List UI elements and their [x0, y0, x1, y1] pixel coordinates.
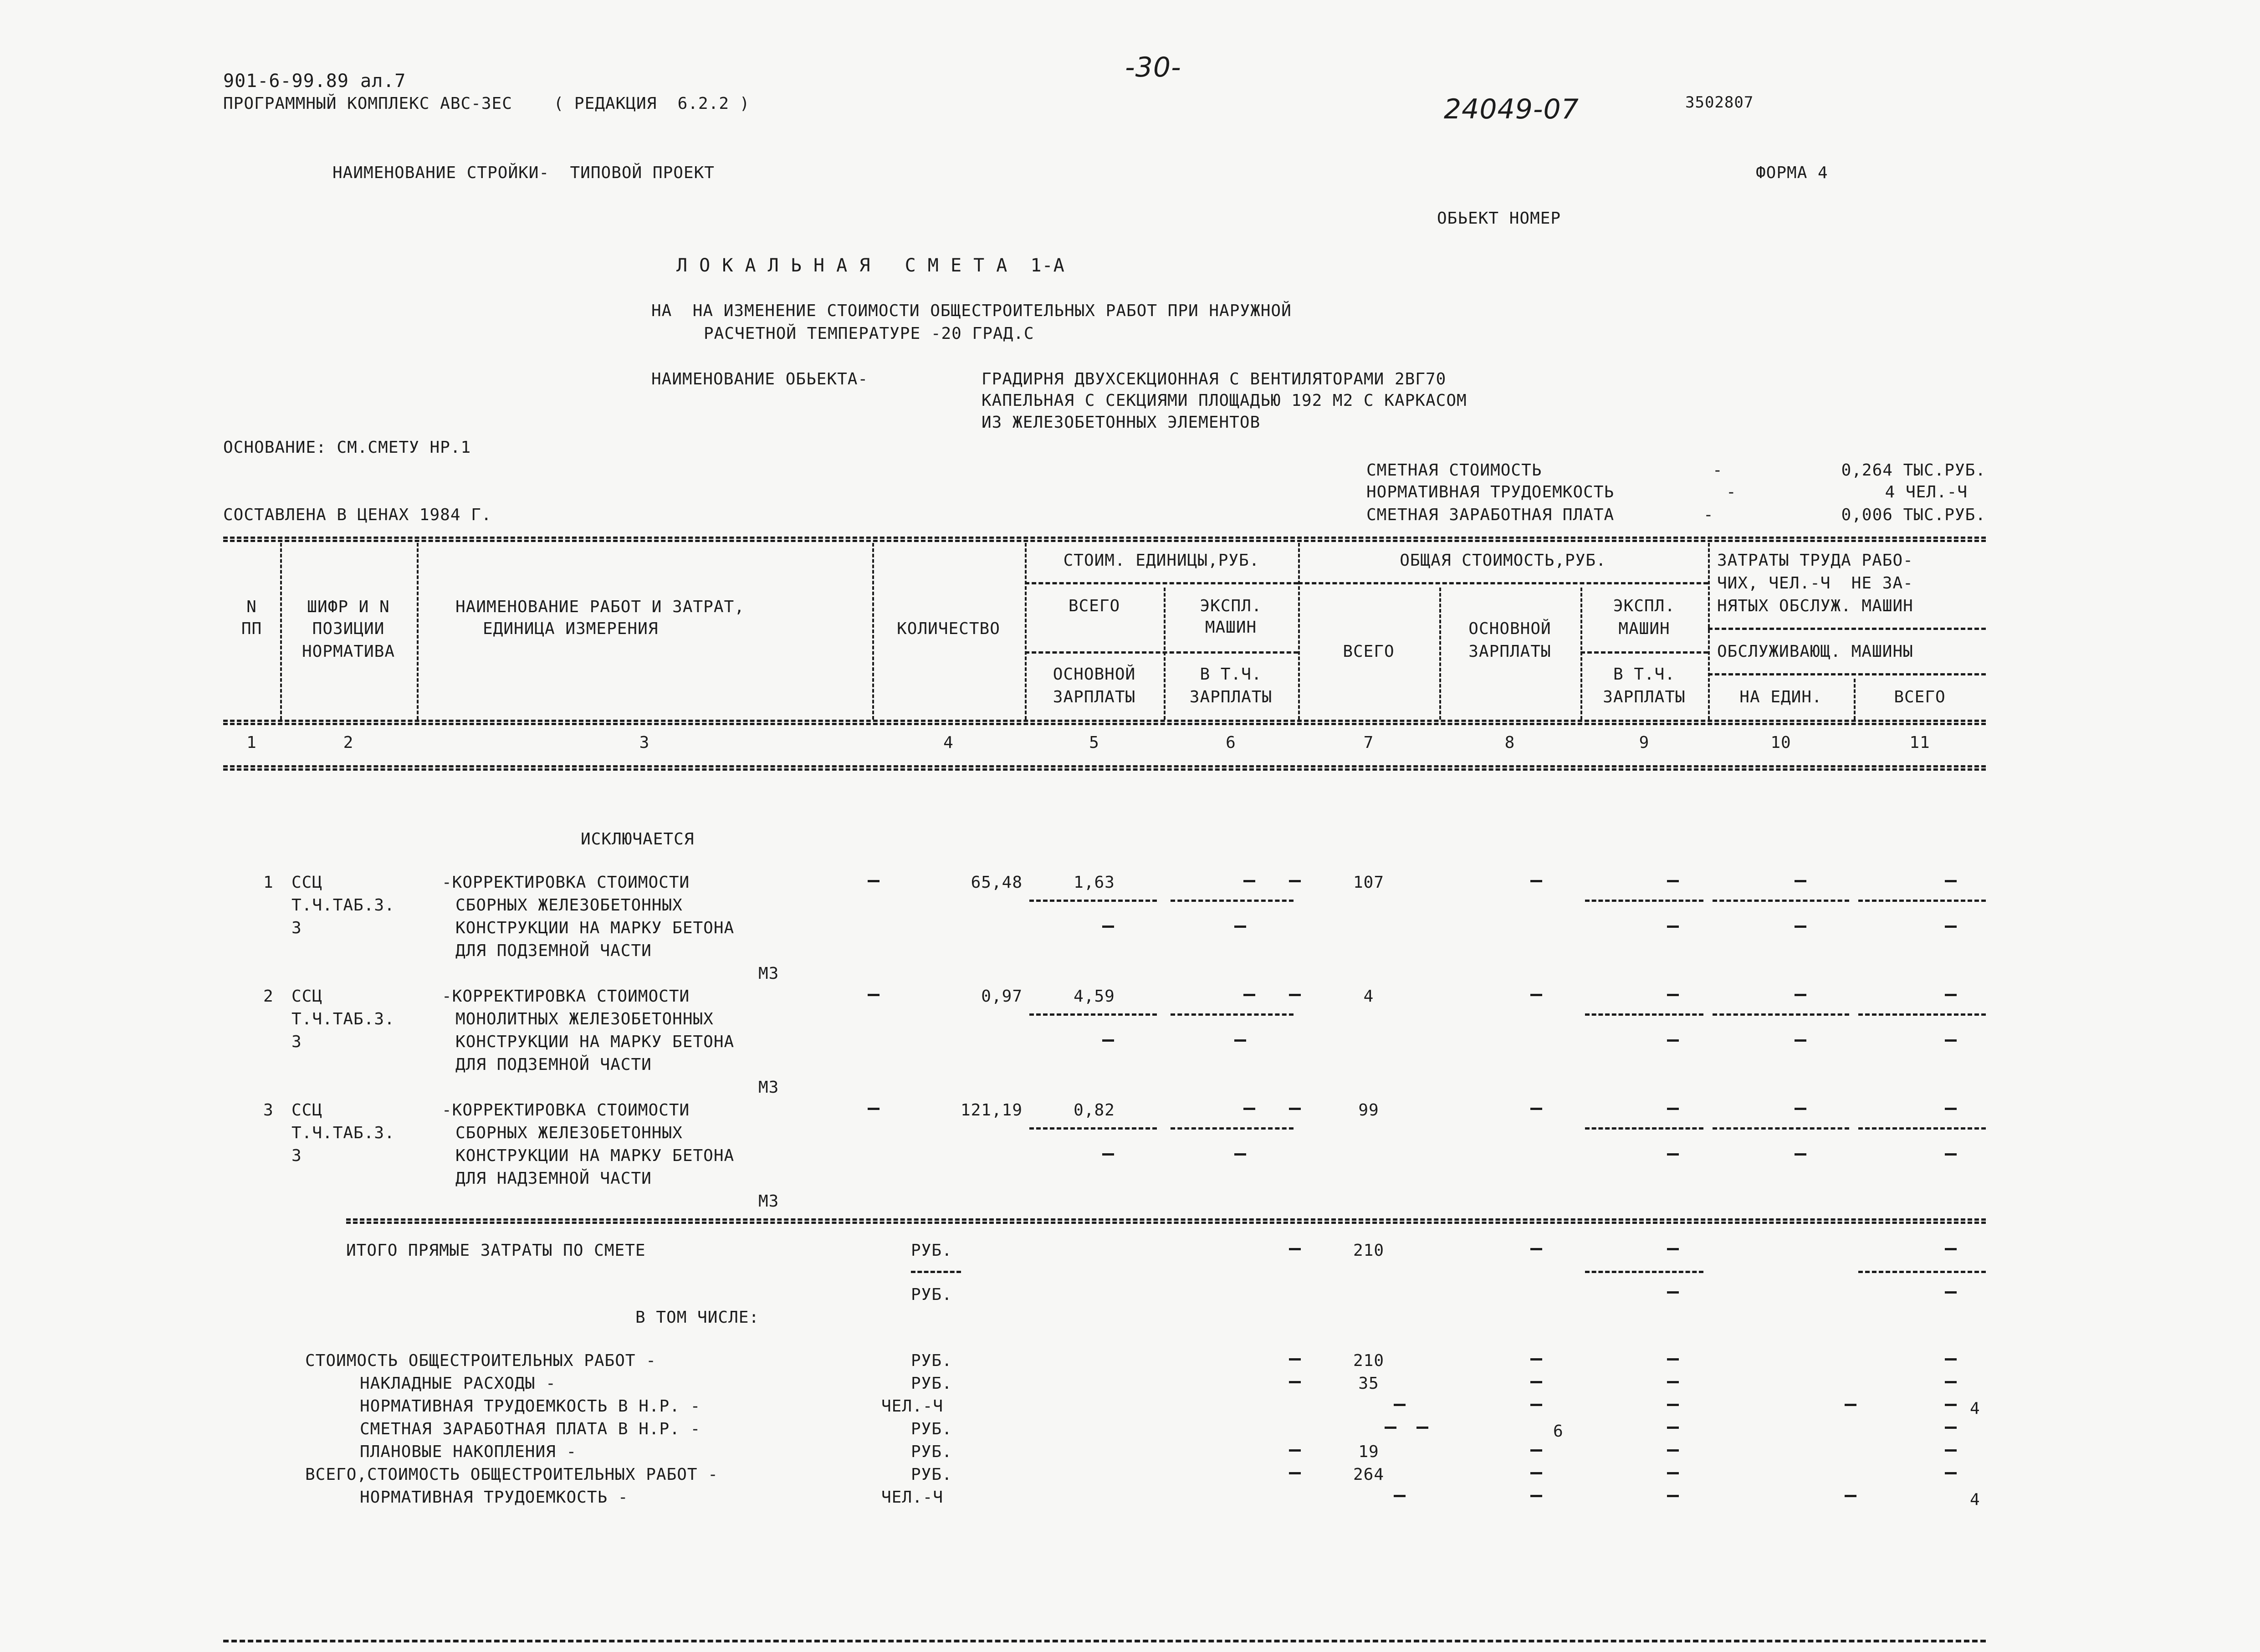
- head-total-all: ВСЕГО: [1343, 642, 1395, 661]
- empty-cell-mark: [1667, 1427, 1679, 1429]
- empty-cell-mark: [1945, 1153, 1957, 1156]
- empty-cell-mark: [868, 994, 879, 996]
- stamp-number: 3502807: [1685, 93, 1754, 112]
- empty-cell-mark: [1945, 1381, 1957, 1383]
- labor-rule: [1708, 628, 1986, 630]
- summary-value-1: 4 ЧЕЛ.-Ч: [1885, 483, 1968, 501]
- empty-cell-mark: [1289, 1358, 1301, 1360]
- row-rule: [1585, 1271, 1703, 1273]
- unit-cost-rule: [1025, 582, 1298, 584]
- empty-cell-mark: [1234, 926, 1246, 928]
- empty-cell-mark: [1945, 1291, 1957, 1294]
- row-number: 1: [263, 873, 274, 892]
- head-total-cost: ОБЩАЯ СТОИМОСТЬ,РУБ.: [1400, 551, 1606, 570]
- summary-label-1: НОРМАТИВНАЯ ТРУДОЕМКОСТЬ: [1366, 483, 1615, 501]
- head-labor-2: ЧИХ, ЧЕЛ.-Ч НЕ ЗА-: [1717, 574, 1913, 593]
- program-line: ПРОГРАММНЫЙ КОМПЛЕКС АВС-3ЕС ( РЕДАКЦИЯ 6.2.2 ): [223, 94, 750, 113]
- empty-cell-mark: [1243, 880, 1255, 882]
- row-total: 4: [1363, 987, 1374, 1006]
- head-unit-incl-2: ЗАРПЛАТЫ: [1189, 688, 1273, 706]
- object-line-3: ИЗ ЖЕЛЕЗОБЕТОННЫХ ЭЛЕМЕНТОВ: [982, 413, 1261, 432]
- col-number-3: 3: [639, 733, 650, 752]
- row-name: СБОРНЫХ ЖЕЛЕЗОБЕТОННЫХ: [455, 896, 683, 915]
- row-rule: [1029, 1013, 1157, 1016]
- empty-cell-mark: [1243, 1108, 1255, 1110]
- row-name: -КОРРЕКТИРОВКА СТОИМОСТИ: [442, 1101, 690, 1120]
- empty-cell-mark: [1243, 994, 1255, 996]
- empty-cell-mark: [1289, 1449, 1301, 1452]
- total-line-unit: РУБ.: [911, 1374, 952, 1393]
- empty-cell-mark: [1667, 1381, 1679, 1383]
- total-line-unit: ЧЕЛ.-Ч: [881, 1397, 944, 1416]
- head-labor-mach: ОБСЛУЖИВАЮЩ. МАШИНЫ: [1717, 642, 1913, 661]
- empty-cell-mark: [1394, 1404, 1406, 1406]
- empty-cell-mark: [1667, 994, 1679, 996]
- row-rule: [1858, 1127, 1986, 1130]
- object-number: ОБЬЕКТ НОМЕР: [1437, 209, 1561, 228]
- total-line-labor: 4: [1970, 1490, 1980, 1509]
- empty-cell-mark: [1289, 1248, 1301, 1250]
- row-rule: [1029, 900, 1157, 902]
- table-top-rule: [223, 537, 1986, 539]
- colnum-bottom-rule: [223, 765, 1986, 767]
- empty-cell-mark: [1385, 1427, 1396, 1429]
- empty-cell-mark: [1795, 1153, 1806, 1156]
- row-code: ССЦ: [291, 873, 323, 892]
- head-n-2: ПП: [241, 619, 262, 638]
- object-line-2: КАПЕЛЬНАЯ С СЕКЦИЯМИ ПЛОЩАДЬЮ 192 М2 С КАРКАСОМ: [982, 391, 1467, 410]
- head-labor-1: ЗАТРАТЫ ТРУДА РАБО-: [1717, 551, 1913, 570]
- row-number: 2: [263, 987, 274, 1006]
- head-labor-unit: НА ЕДИН.: [1739, 688, 1822, 706]
- empty-cell-mark: [1795, 1039, 1806, 1042]
- col-number-5: 5: [1089, 733, 1099, 752]
- head-unit-mach-1: ЭКСПЛ.: [1200, 597, 1262, 615]
- col-number-10: 10: [1770, 733, 1791, 752]
- empty-cell-mark: [1945, 1358, 1957, 1360]
- col-number-11: 11: [1909, 733, 1930, 752]
- col-number-9: 9: [1639, 733, 1650, 752]
- empty-cell-mark: [1530, 1248, 1542, 1250]
- total-line-label: СТОИМОСТЬ ОБЩЕСТРОИТЕЛЬНЫХ РАБОТ -: [305, 1351, 656, 1370]
- head-code-3: НОРМАТИВА: [302, 642, 395, 661]
- head-unit-wage-2: ЗАРПЛАТЫ: [1053, 688, 1136, 706]
- empty-cell-mark: [1795, 880, 1806, 882]
- empty-cell-mark: [1667, 1039, 1679, 1042]
- empty-cell-mark: [1945, 1404, 1957, 1406]
- head-code-2: ПОЗИЦИИ: [312, 619, 385, 638]
- form-label: ФОРМА 4: [1756, 164, 1828, 182]
- empty-cell-mark: [1667, 926, 1679, 928]
- document-title: Л О К А Л Ь Н А Я С М Е Т А 1-А: [676, 255, 1065, 276]
- including-label: В ТОМ ЧИСЛЕ:: [635, 1308, 760, 1327]
- total-line-value: 19: [1358, 1442, 1379, 1461]
- empty-cell-mark: [1945, 1108, 1957, 1110]
- section-title: ИСКЛЮЧАЕТСЯ: [581, 830, 695, 849]
- row-code: 3: [291, 1033, 302, 1051]
- empty-cell-mark: [1945, 994, 1957, 996]
- unit-cost-mid-rule: [1025, 651, 1298, 654]
- summary-dash-0: -: [1713, 461, 1723, 480]
- empty-cell-mark: [1102, 1039, 1114, 1042]
- total-line-unit: РУБ.: [911, 1351, 952, 1370]
- empty-cell-mark: [1667, 1248, 1679, 1250]
- empty-cell-mark: [1234, 1039, 1246, 1042]
- head-name-2: ЕДИНИЦА ИЗМЕРЕНИЯ: [483, 619, 659, 638]
- purpose-line-1: НА НА ИЗМЕНЕНИЕ СТОИМОСТИ ОБЩЕСТРОИТЕЛЬНЫХ РАБОТ ПРИ НАРУЖНОЙ: [651, 302, 1292, 320]
- row-rule: [1585, 1013, 1703, 1016]
- total-line-value: 35: [1358, 1374, 1379, 1393]
- col-number-6: 6: [1226, 733, 1236, 752]
- summary-dash-2: -: [1703, 506, 1714, 524]
- summary-value-2: 0,006 ТЫС.РУБ.: [1841, 506, 1986, 524]
- row-number: 3: [263, 1101, 274, 1120]
- empty-cell-mark: [1530, 1108, 1542, 1110]
- empty-cell-mark: [1795, 926, 1806, 928]
- summary-dash-1: -: [1726, 483, 1737, 501]
- empty-cell-mark: [1394, 1495, 1406, 1497]
- total-line-unit: РУБ.: [911, 1465, 952, 1484]
- head-name-1: НАИМЕНОВАНИЕ РАБОТ И ЗАТРАТ,: [455, 598, 745, 616]
- direct-costs-value: 210: [1353, 1241, 1385, 1260]
- row-quantity: 121,19: [960, 1101, 1023, 1120]
- empty-cell-mark: [1530, 1449, 1542, 1452]
- total-line-unit: РУБ.: [911, 1420, 952, 1438]
- row-quantity: 65,48: [971, 873, 1023, 892]
- empty-cell-mark: [1530, 1404, 1542, 1406]
- empty-cell-mark: [1945, 1449, 1957, 1452]
- summary-value-0: 0,264 ТЫС.РУБ.: [1841, 461, 1986, 480]
- row-name: КОНСТРУКЦИИ НА МАРКУ БЕТОНА: [455, 1146, 735, 1165]
- head-unit-cost: СТОИМ. ЕДИНИЦЫ,РУБ.: [1063, 551, 1260, 570]
- row-name: КОНСТРУКЦИИ НА МАРКУ БЕТОНА: [455, 1033, 735, 1051]
- total-cost-rule: [1298, 582, 1708, 584]
- empty-cell-mark: [1945, 880, 1957, 882]
- total-line-wage: 6: [1553, 1422, 1564, 1441]
- head-total-mach-2: МАШИН: [1618, 619, 1670, 638]
- row-name: ДЛЯ ПОДЗЕМНОЙ ЧАСТИ: [455, 1055, 652, 1074]
- empty-cell-mark: [1795, 994, 1806, 996]
- head-n-1: N: [246, 598, 257, 616]
- row-unit: М3: [758, 1192, 779, 1211]
- row-rule: [1858, 900, 1986, 902]
- total-line-label: ПЛАНОВЫЕ НАКОПЛЕНИЯ -: [360, 1442, 577, 1461]
- col-number-8: 8: [1504, 733, 1515, 752]
- direct-costs-unit-2: РУБ.: [911, 1285, 952, 1304]
- row-rule: [911, 1271, 961, 1273]
- row-rule: [1171, 900, 1294, 902]
- handwritten-number: [1444, 93, 1579, 125]
- row-unit-total: 0,82: [1074, 1101, 1115, 1120]
- labor-mid-rule: [1708, 673, 1986, 675]
- empty-cell-mark: [1530, 994, 1542, 996]
- row-rule: [1029, 1127, 1157, 1130]
- page-number: [1125, 51, 1181, 83]
- empty-cell-mark: [1530, 880, 1542, 882]
- empty-cell-mark: [1530, 1495, 1542, 1497]
- empty-cell-mark: [1289, 994, 1301, 996]
- empty-cell-mark: [1416, 1427, 1428, 1429]
- row-rule: [1171, 1127, 1294, 1130]
- head-unit-mach-2: МАШИН: [1205, 618, 1257, 637]
- row-code: ССЦ: [291, 987, 323, 1006]
- row-name: КОНСТРУКЦИИ НА МАРКУ БЕТОНА: [455, 919, 735, 937]
- purpose-line-2: РАСЧЕТНОЙ ТЕМПЕРАТУРЕ -20 ГРАД.С: [704, 324, 1034, 343]
- head-unit-wage-1: ОСНОВНОЙ: [1053, 665, 1136, 684]
- row-name: ДЛЯ ПОДЗЕМНОЙ ЧАСТИ: [455, 941, 652, 960]
- row-code: 3: [291, 1146, 302, 1165]
- empty-cell-mark: [1667, 1291, 1679, 1294]
- row-name: ДЛЯ НАДЗЕМНОЙ ЧАСТИ: [455, 1169, 652, 1188]
- summary-label-2: СМЕТНАЯ ЗАРАБОТНАЯ ПЛАТА: [1366, 506, 1615, 524]
- row-rule: [1585, 900, 1703, 902]
- row-rule: [1713, 1127, 1849, 1130]
- empty-cell-mark: [1845, 1404, 1856, 1406]
- head-total-wage-1: ОСНОВНОЙ: [1468, 619, 1551, 638]
- empty-cell-mark: [1234, 1153, 1246, 1156]
- object-label: НАИМЕНОВАНИЕ ОБЬЕКТА-: [651, 370, 869, 389]
- total-line-unit: РУБ.: [911, 1442, 952, 1461]
- row-total: 99: [1358, 1101, 1379, 1120]
- empty-cell-mark: [1667, 1404, 1679, 1406]
- empty-cell-mark: [1945, 1248, 1957, 1250]
- empty-cell-mark: [1945, 926, 1957, 928]
- table-top-rule-2: [223, 540, 1986, 542]
- handwritten-number-text: 24049-07: [1444, 93, 1579, 125]
- total-incl-rule: [1580, 651, 1708, 654]
- empty-cell-mark: [1667, 1153, 1679, 1156]
- direct-costs-unit: РУБ.: [911, 1241, 952, 1260]
- empty-cell-mark: [1530, 1358, 1542, 1360]
- empty-cell-mark: [1102, 926, 1114, 928]
- total-line-label: НОРМАТИВНАЯ ТРУДОЕМКОСТЬ В Н.Р. -: [360, 1397, 701, 1416]
- totals-top-rule-2: [346, 1222, 1986, 1224]
- row-rule: [1585, 1127, 1703, 1130]
- row-rule: [1858, 1013, 1986, 1016]
- empty-cell-mark: [1530, 1472, 1542, 1474]
- col-number-2: 2: [343, 733, 354, 752]
- empty-cell-mark: [1667, 1495, 1679, 1497]
- summary-label-0: СМЕТНАЯ СТОИМОСТЬ: [1366, 461, 1542, 480]
- project-name: НАИМЕНОВАНИЕ СТРОЙКИ- ТИПОВОЙ ПРОЕКТ: [332, 164, 715, 182]
- head-unit-incl-1: В Т.Ч.: [1200, 665, 1262, 684]
- row-code: Т.Ч.ТАБ.3.: [291, 896, 395, 915]
- row-code: ССЦ: [291, 1101, 323, 1120]
- direct-costs-label: ИТОГО ПРЯМЫЕ ЗАТРАТЫ ПО СМЕТЕ: [346, 1241, 646, 1260]
- empty-cell-mark: [1289, 1472, 1301, 1474]
- row-code: 3: [291, 919, 302, 937]
- header-bottom-rule: [223, 720, 1986, 722]
- col-sep-2: [417, 543, 419, 720]
- total-line-label: НАКЛАДНЫЕ РАСХОДЫ -: [360, 1374, 556, 1393]
- empty-cell-mark: [1945, 1472, 1957, 1474]
- empty-cell-mark: [1845, 1495, 1856, 1497]
- head-quantity: КОЛИЧЕСТВО: [897, 619, 1000, 638]
- head-total-mach-1: ЭКСПЛ.: [1613, 597, 1676, 615]
- row-name: -КОРРЕКТИРОВКА СТОИМОСТИ: [442, 987, 690, 1006]
- row-rule: [1171, 1013, 1294, 1016]
- prices-line: СОСТАВЛЕНА В ЦЕНАХ 1984 Г.: [223, 506, 492, 524]
- empty-cell-mark: [1667, 1358, 1679, 1360]
- empty-cell-mark: [1667, 1108, 1679, 1110]
- row-rule: [1858, 1271, 1986, 1273]
- total-line-unit: ЧЕЛ.-Ч: [881, 1488, 944, 1507]
- head-total-incl-1: В Т.Ч.: [1613, 665, 1676, 684]
- basis-line: ОСНОВАНИЕ: СМ.СМЕТУ НР.1: [223, 438, 471, 457]
- row-quantity: 0,97: [981, 987, 1023, 1006]
- row-code: Т.Ч.ТАБ.3.: [291, 1010, 395, 1028]
- empty-cell-mark: [1667, 880, 1679, 882]
- total-line-label: СМЕТНАЯ ЗАРАБОТНАЯ ПЛАТА В Н.Р. -: [360, 1420, 701, 1438]
- col-sep-6: [1298, 543, 1300, 720]
- row-unit-total: 4,59: [1074, 987, 1115, 1006]
- empty-cell-mark: [1667, 1449, 1679, 1452]
- document-code: 901-6-99.89 ал.7: [223, 71, 406, 92]
- empty-cell-mark: [1667, 1472, 1679, 1474]
- head-total-wage-2: ЗАРПЛАТЫ: [1468, 642, 1551, 661]
- page-number-text: -30-: [1125, 51, 1181, 83]
- row-rule: [1713, 1013, 1849, 1016]
- empty-cell-mark: [1795, 1108, 1806, 1110]
- empty-cell-mark: [1945, 1039, 1957, 1042]
- empty-cell-mark: [1289, 1381, 1301, 1383]
- row-code: Т.Ч.ТАБ.3.: [291, 1124, 395, 1142]
- bottom-perforation: [223, 1640, 1986, 1642]
- head-total-incl-2: ЗАРПЛАТЫ: [1603, 688, 1686, 706]
- head-labor-3: НЯТЫХ ОБСЛУЖ. МАШИН: [1717, 597, 1913, 615]
- head-unit-total: ВСЕГО: [1068, 597, 1120, 615]
- total-line-value: 210: [1353, 1351, 1385, 1370]
- head-code-1: ШИФР И N: [307, 598, 390, 616]
- totals-top-rule: [346, 1218, 1986, 1221]
- total-line-value: 264: [1353, 1465, 1385, 1484]
- row-name: МОНОЛИТНЫХ ЖЕЛЕЗОБЕТОННЫХ: [455, 1010, 714, 1028]
- row-unit: М3: [758, 964, 779, 983]
- row-total: 107: [1353, 873, 1385, 892]
- row-unit: М3: [758, 1078, 779, 1097]
- empty-cell-mark: [1530, 1381, 1542, 1383]
- col-number-1: 1: [246, 733, 257, 752]
- head-labor-total: ВСЕГО: [1894, 688, 1946, 706]
- empty-cell-mark: [868, 880, 879, 882]
- row-name: -КОРРЕКТИРОВКА СТОИМОСТИ: [442, 873, 690, 892]
- total-line-labor: 4: [1970, 1399, 1980, 1418]
- row-unit-total: 1,63: [1074, 873, 1115, 892]
- row-rule: [1713, 900, 1849, 902]
- empty-cell-mark: [1102, 1153, 1114, 1156]
- col-number-7: 7: [1363, 733, 1374, 752]
- header-bottom-rule-2: [223, 723, 1986, 725]
- empty-cell-mark: [1289, 880, 1301, 882]
- row-name: СБОРНЫХ ЖЕЛЕЗОБЕТОННЫХ: [455, 1124, 683, 1142]
- total-line-label: ВСЕГО,СТОИМОСТЬ ОБЩЕСТРОИТЕЛЬНЫХ РАБОТ -: [305, 1465, 718, 1484]
- total-line-label: НОРМАТИВНАЯ ТРУДОЕМКОСТЬ -: [360, 1488, 629, 1507]
- object-line-1: ГРАДИРНЯ ДВУХСЕКЦИОННАЯ С ВЕНТИЛЯТОРАМИ 2ВГ70: [982, 370, 1447, 389]
- col-number-4: 4: [943, 733, 954, 752]
- colnum-bottom-rule-2: [223, 768, 1986, 771]
- empty-cell-mark: [1945, 1427, 1957, 1429]
- empty-cell-mark: [868, 1108, 879, 1110]
- empty-cell-mark: [1289, 1108, 1301, 1110]
